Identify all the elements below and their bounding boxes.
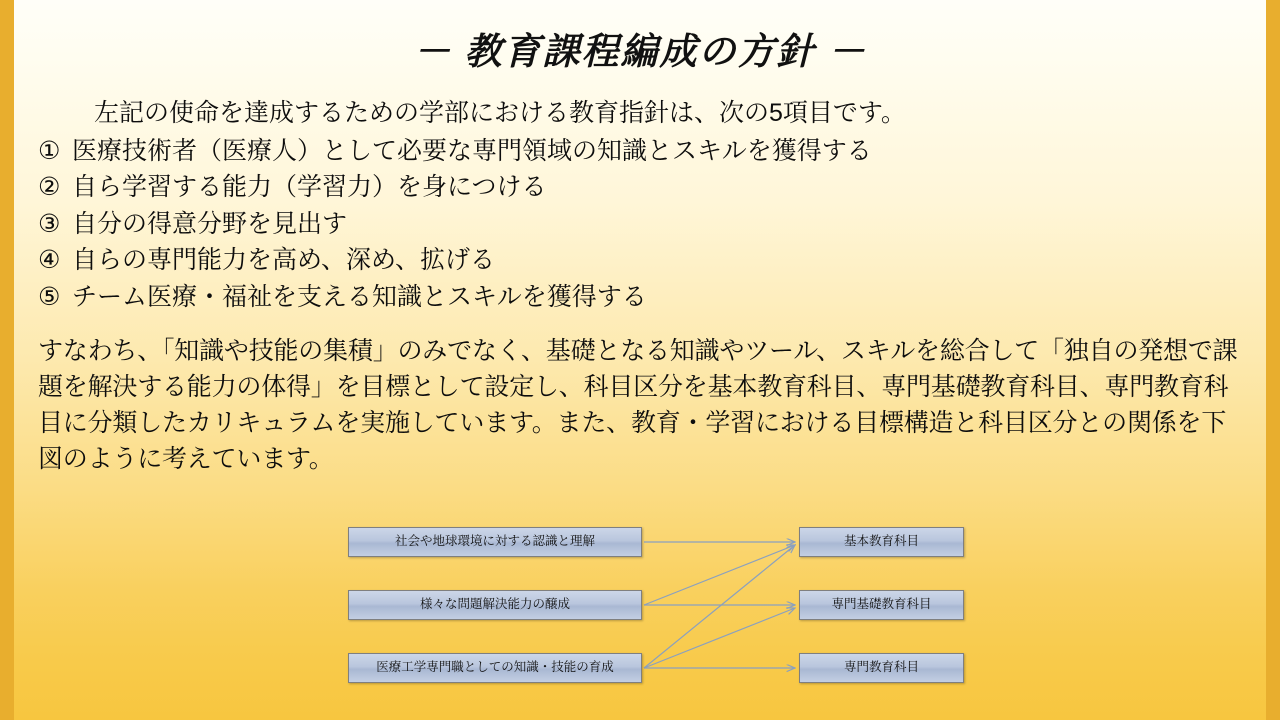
diagram-node-right-1: 基本教育科目 — [799, 527, 964, 557]
list-item-text: 自分の得意分野を見出す — [72, 209, 348, 238]
list-marker: ④ — [38, 246, 61, 274]
list-marker: ① — [38, 136, 61, 165]
list-marker: ② — [38, 173, 61, 201]
diagram-node-left-3: 医療工学専門職としての知識・技能の育成 — [348, 653, 642, 683]
list-item — [38, 206, 1242, 243]
list-item-text: チーム医療・福祉を支える知識とスキルを獲得する — [72, 282, 647, 311]
list-item — [38, 279, 1242, 316]
lead-paragraph: 左記の使命を達成するための学部における教育指針は、次の5項目です。 — [94, 99, 906, 127]
list-item — [38, 169, 1242, 206]
diagram-node-left-1: 社会や地球環境に対する認識と理解 — [348, 527, 642, 557]
list-marker: ⑤ — [38, 282, 61, 311]
summary-paragraph: すなわち、「知識や技能の集積」のみでなく、基礎となる知識やツール、スキルを総合して「独自の発想で課題を解決する能力の体得」を目標として設定し、科目区分を基本教育科目、専門基礎教育科目、専門教育科目に分類したカリキュラムを実施しています。また、教育・学習における目標構造と科目区分との関係を下図のように考えています。 — [38, 337, 1238, 473]
page-title: － 教育課程編成の方針 － — [413, 31, 867, 72]
guidelines-list — [38, 133, 1242, 316]
relationship-diagram — [334, 515, 979, 700]
list-item — [38, 133, 1242, 170]
list-item-text: 自らの専門能力を高め、深め、拡げる — [72, 246, 496, 274]
list-marker: ③ — [38, 209, 61, 238]
list-item-text: 自ら学習する能力（学習力）を身につける — [72, 173, 547, 201]
diagram-node-right-2: 専門基礎教育科目 — [799, 590, 964, 620]
list-item-text: 医療技術者（医療人）として必要な専門領域の知識とスキルを獲得する — [72, 136, 872, 165]
diagram-node-left-2: 様々な問題解決能力の醸成 — [348, 590, 642, 620]
diagram-node-right-3: 専門教育科目 — [799, 653, 964, 683]
slide-body — [38, 96, 1242, 477]
list-item — [38, 242, 1242, 279]
